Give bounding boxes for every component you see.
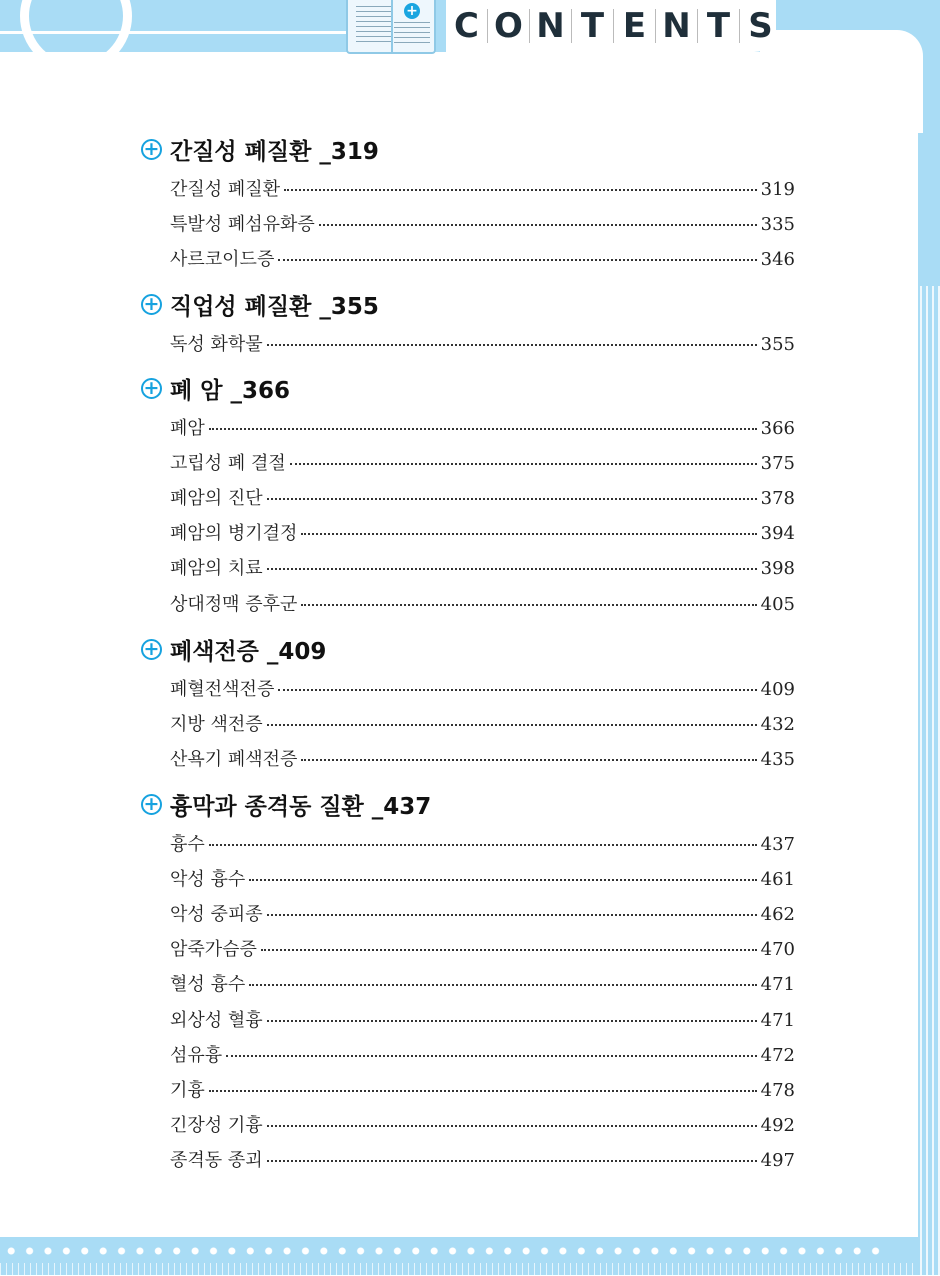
dot-leader <box>267 1020 757 1022</box>
section-heading <box>141 288 379 321</box>
section-heading <box>141 633 326 666</box>
entry-page-number: 346 <box>760 249 795 271</box>
entry-title: 지방 색전증 <box>170 714 263 736</box>
dot-leader <box>267 724 757 726</box>
plus-circle-icon: + <box>141 139 162 160</box>
section-title: 폐 암 _366 <box>170 378 290 404</box>
entry-title: 폐암 <box>170 418 205 439</box>
decorative-arc <box>20 0 132 72</box>
toc-entry <box>170 414 795 440</box>
toc-entry <box>170 449 795 475</box>
dot-leader <box>267 498 757 500</box>
dot-leader <box>226 1055 756 1057</box>
dot-leader <box>209 428 757 430</box>
plus-circle-icon: + <box>141 639 162 660</box>
entry-page-number: 405 <box>760 593 795 615</box>
toc-entry <box>170 935 795 961</box>
toc-entry <box>170 1041 795 1067</box>
dot-leader <box>267 1125 757 1127</box>
dot-leader <box>301 759 756 761</box>
entry-page-number: 378 <box>760 488 795 510</box>
section-title: 간질성 폐질환 _319 <box>170 139 379 165</box>
entry-page-number: 432 <box>760 714 795 736</box>
entry-page-number: 471 <box>760 1009 795 1031</box>
toc-entry <box>170 484 795 510</box>
entry-page-number: 462 <box>760 904 795 926</box>
entry-title: 섬유흉 <box>170 1044 223 1066</box>
footer-ticks <box>0 1263 918 1275</box>
entry-page-number: 437 <box>760 834 795 855</box>
entry-title: 악성 흉수 <box>170 869 246 891</box>
toc-entry <box>170 745 795 771</box>
toc-entry <box>170 970 795 996</box>
entry-title: 폐암의 진단 <box>170 488 263 510</box>
entry-title: 종격동 종괴 <box>170 1149 263 1171</box>
entry-title: 기흉 <box>170 1079 205 1101</box>
toc-entry <box>170 1111 795 1137</box>
contents-letter: N <box>656 9 698 43</box>
contents-letter: S <box>748 6 773 46</box>
dot-leader <box>267 1160 757 1162</box>
dot-leader <box>278 689 756 691</box>
entry-page-number: 435 <box>760 749 795 771</box>
entry-title: 혈성 흉수 <box>170 974 246 996</box>
entry-page-number: 319 <box>760 179 795 200</box>
entry-title: 고립성 폐 결절 <box>170 453 286 475</box>
toc-entry <box>170 1076 795 1102</box>
toc-entry <box>170 554 795 580</box>
toc-entry <box>170 330 795 356</box>
toc-entry <box>170 710 795 736</box>
entry-title: 특발성 폐섬유화증 <box>170 214 315 236</box>
section-heading <box>141 133 379 166</box>
contents-title <box>446 0 776 52</box>
toc-entry <box>170 1006 795 1032</box>
contents-letter: O <box>488 9 530 43</box>
entry-title: 사르코이드증 <box>170 249 275 271</box>
entry-page-number: 355 <box>760 334 795 355</box>
entry-title: 독성 화학물 <box>170 334 263 355</box>
toc-entry <box>170 210 795 236</box>
plus-circle-icon: + <box>141 294 162 315</box>
footer-band <box>0 1237 918 1275</box>
toc-entry <box>170 590 795 616</box>
dot-leader <box>261 949 757 951</box>
section-title: 직업성 폐질환 _355 <box>170 294 379 320</box>
toc-entry <box>170 675 795 701</box>
entry-page-number: 394 <box>760 523 795 545</box>
dot-leader <box>301 533 756 535</box>
entry-page-number: 398 <box>760 558 795 580</box>
entry-title: 간질성 폐질환 <box>170 179 281 200</box>
dot-leader <box>249 984 756 986</box>
entry-page-number: 366 <box>760 418 795 439</box>
entry-page-number: 335 <box>760 214 795 236</box>
contents-letter: C <box>446 9 488 43</box>
dot-leader <box>267 344 757 346</box>
entry-page-number: 409 <box>760 679 795 700</box>
dot-leader <box>267 568 757 570</box>
toc-entry <box>170 830 795 856</box>
dot-leader <box>267 914 757 916</box>
entry-title: 폐혈전색전증 <box>170 679 275 700</box>
frame-corner <box>760 30 923 133</box>
contents-letter: T <box>698 9 740 43</box>
entry-title: 폐암의 치료 <box>170 558 263 580</box>
dot-leader <box>301 604 756 606</box>
entry-title: 악성 중피종 <box>170 904 263 926</box>
entry-page-number: 472 <box>760 1044 795 1066</box>
contents-title-letters <box>446 6 781 46</box>
entry-title: 흉수 <box>170 834 205 855</box>
toc-entry <box>170 865 795 891</box>
entry-title: 외상성 혈흉 <box>170 1009 263 1031</box>
entry-page-number: 497 <box>760 1149 795 1171</box>
entry-page-number: 492 <box>760 1114 795 1136</box>
contents-letter: T <box>572 9 614 43</box>
footer-dots <box>2 1247 882 1255</box>
entry-title: 산욕기 폐색전증 <box>170 749 298 771</box>
entry-page-number: 375 <box>760 453 795 475</box>
section-title: 폐색전증 _409 <box>170 639 327 665</box>
dot-leader <box>209 844 757 846</box>
contents-letter: E <box>614 9 656 43</box>
toc-entry <box>170 900 795 926</box>
section-heading <box>141 788 431 821</box>
entry-title: 암죽가슴증 <box>170 939 257 961</box>
open-book-icon <box>346 0 436 54</box>
entry-title: 긴장성 기흉 <box>170 1114 263 1136</box>
entry-page-number: 461 <box>760 869 795 891</box>
plus-circle-icon: + <box>141 794 162 815</box>
medical-plus-icon: + <box>404 3 420 19</box>
entry-title: 상대정맥 증후군 <box>170 593 298 615</box>
rail-stripes <box>920 286 940 1276</box>
contents-letter: N <box>530 9 572 43</box>
dot-leader <box>209 1090 757 1092</box>
dot-leader <box>290 463 757 465</box>
book-left-page <box>356 6 392 44</box>
dot-leader <box>278 259 756 261</box>
section-heading <box>141 372 290 405</box>
toc-entry <box>170 245 795 271</box>
entry-page-number: 478 <box>760 1079 795 1101</box>
dot-leader <box>319 224 757 226</box>
toc-entry <box>170 175 795 201</box>
book-spine <box>391 0 393 52</box>
dot-leader <box>284 189 757 191</box>
toc-entry <box>170 519 795 545</box>
entry-page-number: 471 <box>760 974 795 996</box>
dot-leader <box>249 879 756 881</box>
entry-title: 폐암의 병기결정 <box>170 523 298 545</box>
toc-entry <box>170 1146 795 1172</box>
section-title: 흉막과 종격동 질환 _437 <box>170 794 432 820</box>
plus-circle-icon: + <box>141 378 162 399</box>
entry-page-number: 470 <box>760 939 795 961</box>
book-right-page <box>394 22 430 44</box>
decorative-line <box>0 31 350 34</box>
